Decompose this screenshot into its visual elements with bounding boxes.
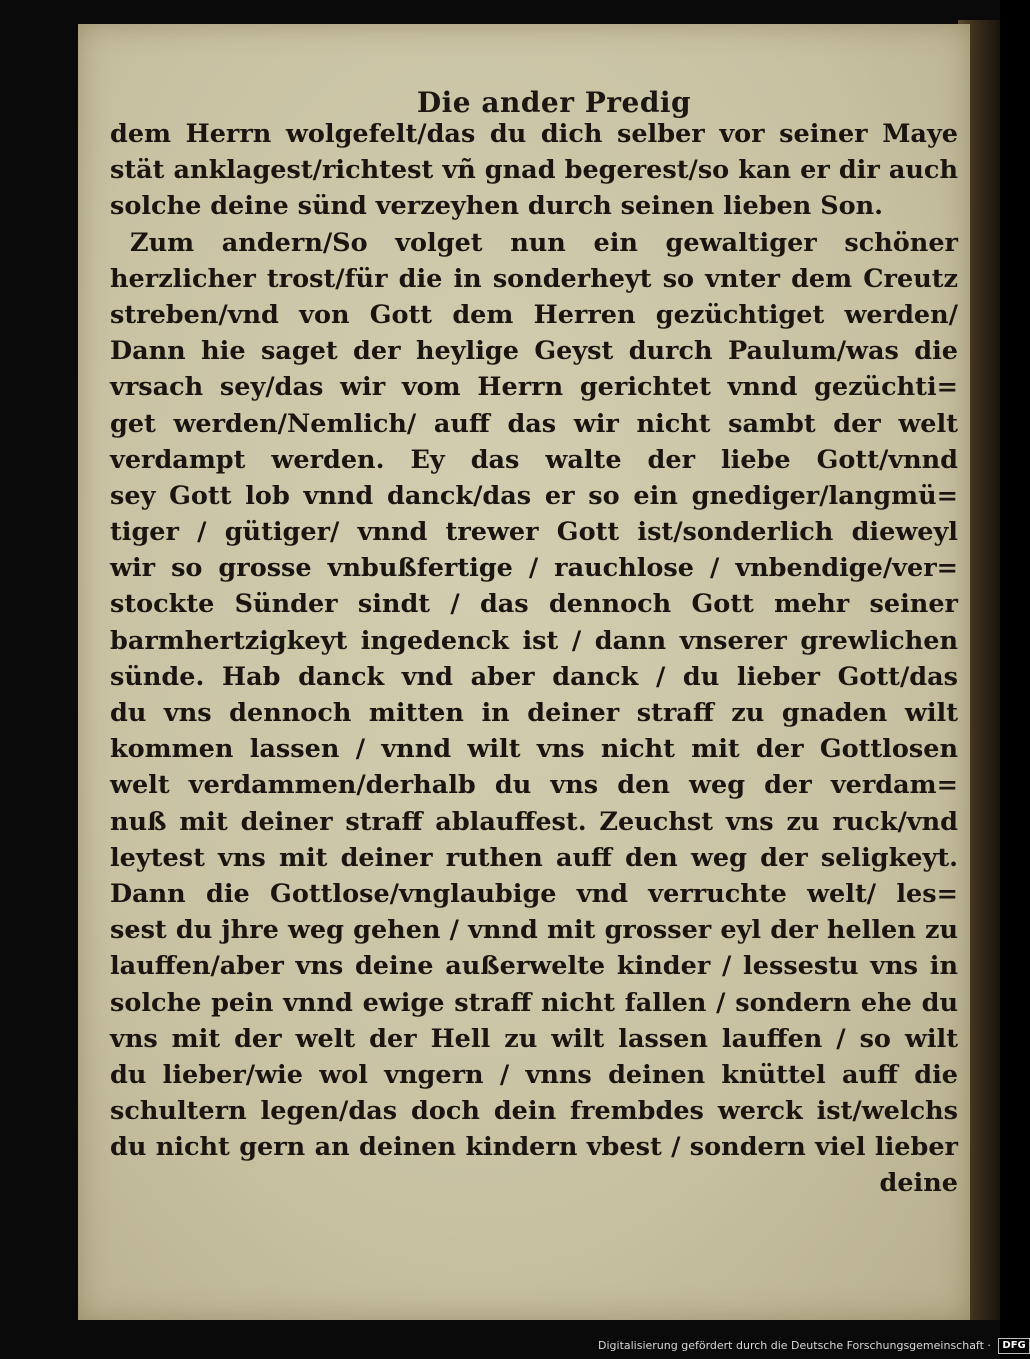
text-line: lauffen/aber vns deine außerwelte kinder / lessestu vns in: [110, 951, 958, 982]
text-line: Dann die Gottlose/vnglaubige vnd verruchte welt/ les=: [110, 878, 958, 909]
text-line: Zum andern/So volget nun ein gewaltiger schöner: [130, 227, 958, 258]
text-line: sest du jhre weg gehen / vnnd mit grosser eyl der hellen zu: [110, 915, 958, 946]
text-line: solche pein vnnd ewige straff nicht fallen / sondern ehe du: [110, 987, 958, 1018]
text-line: tiger / gütiger/ vnnd trewer Gott ist/sonderlich dieweyl: [110, 517, 958, 548]
text-line: dem Herrn wolgefelt/das du dich selber vor seiner Maye: [110, 119, 958, 149]
text-line: welt verdammen/derhalb du vns den weg der verdam=: [110, 770, 958, 801]
text-line: sünde. Hab danck vnd aber danck / du lieber Gott/das: [110, 661, 958, 692]
running-head: Die ander Predig: [416, 86, 692, 119]
text-line: du lieber/wie wol vngern / vnns deinen knüttel auff die: [110, 1059, 958, 1090]
text-line: solche deine sünd verzeyhen durch seinen lieben Son.: [110, 191, 884, 222]
digitization-footer: [598, 1336, 1030, 1356]
footer-text: Digitalisierung gefördert durch die Deutsche Forschungsgemeinschaft ·: [598, 1339, 991, 1352]
text-line: vrsach sey/das wir vom Herrn gerichtet vnnd gezüchti=: [110, 372, 958, 403]
catchword: deine: [879, 1168, 958, 1199]
text-line: stockte Sünder sindt / das dennoch Gott mehr seiner: [110, 589, 958, 620]
text-line: barmhertzigkeyt ingedenck ist / dann vnserer grewlichen: [110, 625, 958, 656]
text-line: herzlicher trost/für die in sonderheyt so vnter dem Creutz: [110, 263, 958, 294]
dfg-logo: DFG: [998, 1338, 1029, 1354]
text-line: du nicht gern an deinen kindern vbest / sondern viel lieber: [110, 1132, 958, 1163]
text-line: stät anklagest/richtest vñ gnad begerest/so kan er dir auch: [110, 155, 958, 186]
body-text: [110, 116, 958, 1202]
text-line: nuß mit deiner straff ablauffest. Zeuchst vns zu ruck/vnd: [110, 806, 958, 837]
text-line: wir so grosse vnbußfertige / rauchlose / vnbendige/ver=: [110, 553, 958, 584]
text-line: kommen lassen / vnnd wilt vns nicht mit der Gottlosen: [110, 734, 958, 765]
text-line: sey Gott lob vnnd danck/das er so ein gnediger/langmü=: [110, 480, 958, 511]
text-line: Dann hie saget der heylige Geyst durch Paulum/was die: [110, 336, 958, 367]
text-line: streben/vnd von Gott dem Herren gezüchtiget werden/: [110, 299, 958, 330]
text-line: vns mit der welt der Hell zu wilt lassen lauffen / so wilt: [110, 1023, 958, 1054]
text-line: leytest vns mit deiner ruthen auff den weg der seligkeyt.: [110, 842, 958, 873]
text-line: get werden/Nemlich/ auff das wir nicht sambt der welt: [110, 408, 958, 439]
text-line: du vns dennoch mitten in deiner straff zu gnaden wilt: [110, 698, 958, 728]
text-line: verdampt werden. Ey das walte der liebe Gott/vnnd: [110, 444, 958, 475]
text-line: schultern legen/das doch dein frembdes werck ist/welchs: [110, 1096, 958, 1127]
